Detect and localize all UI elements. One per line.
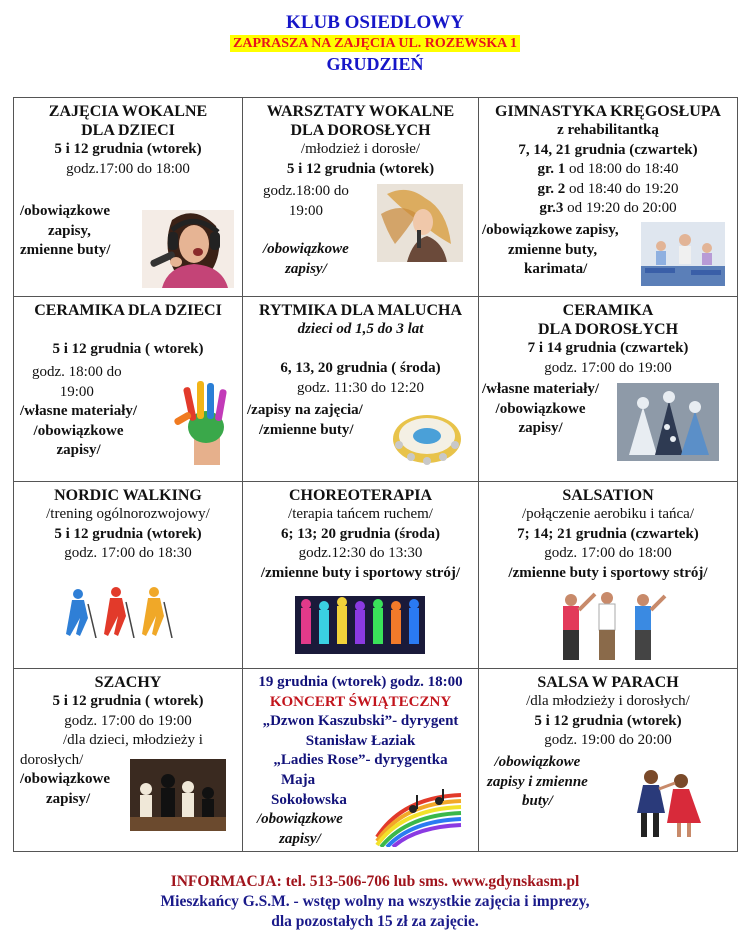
cell-note: /obowiązkowe <box>20 203 110 219</box>
cell-note: zapisy/ <box>46 790 91 807</box>
salsation-dancers-image <box>549 588 667 662</box>
cell-time: godz.18:00 do <box>263 183 349 199</box>
cell-note: zmienne buty, <box>508 241 598 258</box>
cell-salsa-pairs <box>479 669 738 852</box>
cell-title: RYTMIKA DLA MALUCHA <box>259 302 462 319</box>
ceramic-figures-image <box>617 383 719 461</box>
cell-note: zapisy i zmienne <box>487 773 588 790</box>
cell-vocal-kids <box>14 98 243 297</box>
cell-note: /obowiązkowe <box>495 400 586 417</box>
cell-date: 7; 14; 21 grudnia (czwartek) <box>517 525 699 542</box>
cell-title: KONCERT ŚWIĄTECZNY <box>269 693 452 710</box>
cell-date: 5 i 12 grudnia (wtorek) <box>534 712 682 729</box>
concert-line: „Dzwon Kaszubski”- dyrygent <box>262 713 459 729</box>
cell-note: /obowiązkowe <box>494 754 581 770</box>
cell-title: CERAMIKA DLA DZIECI <box>34 302 222 319</box>
tambourine-image <box>389 409 465 473</box>
cell-note: buty/ <box>522 793 553 809</box>
schedule-table <box>13 97 738 852</box>
cell-ceramics-kids <box>14 297 243 482</box>
cell-subtitle: /połączenie aerobiku i tańca/ <box>522 506 694 522</box>
cell-date: 5 i 12 grudnia ( wtorek) <box>52 340 204 357</box>
cell-note: karimata/ <box>524 261 588 277</box>
cell-time: godz. 18:00 do <box>32 364 122 380</box>
cell-title: DLA DZIECI <box>81 122 175 139</box>
cell-note: /obowiązkowe <box>20 771 110 787</box>
cell-title: ZAJĘCIA WOKALNE <box>48 103 208 120</box>
cell-choreotherapy <box>243 482 479 669</box>
cell-note: zapisy/ <box>285 260 327 277</box>
group-label: gr. 1 <box>537 161 566 177</box>
cell-title: SALSATION <box>562 487 654 504</box>
cell-date: 5 i 12 grudnia (wtorek) <box>54 141 202 157</box>
cell-title: WARSZTATY WOKALNE <box>266 103 455 120</box>
cell-note: /obowiązkowe <box>263 241 349 257</box>
cell-date: 6; 13; 20 grudnia (środa) <box>281 525 440 542</box>
concert-line: Maja <box>281 772 316 788</box>
cell-title: CERAMIKA <box>562 302 654 319</box>
cell-subtitle: /trening ogólnorozwojowy/ <box>46 506 210 522</box>
concert-line: „Ladies Rose”- dyrygentka <box>273 752 448 768</box>
cell-note: /własne materiały/ <box>20 403 138 419</box>
pricing-line-2: dla pozostałych 15 zł za zajęcie. <box>271 913 479 930</box>
cell-subtitle: /młodzież i dorosłe/ <box>300 141 421 157</box>
pricing-line: Mieszkańcy G.S.M. - wstęp wolny na wszystkie zajęcia i imprezy, <box>160 893 590 910</box>
cell-note: /zapisy na zajęcia/ <box>247 402 363 418</box>
cell-subtitle: dzieci od 1,5 do 3 lat <box>297 321 424 337</box>
concert-line: Stanisław Łaziak <box>305 732 416 749</box>
cell-date: 5 i 12 grudnia (wtorek) <box>286 160 435 177</box>
cell-time: godz. 17:00 do 19:00 <box>64 712 192 729</box>
cell-time: godz. 17:00 do 19:00 <box>544 359 672 376</box>
cell-note: /zmienne buty i sportowy strój/ <box>260 564 461 581</box>
cell-time: godz. 11:30 do 12:20 <box>297 379 424 396</box>
concert-line: Sokołowska <box>271 791 347 808</box>
cell-title: DLA DOROSŁYCH <box>537 321 679 338</box>
cell-subtitle: /dla młodzieży i dorosłych/ <box>526 693 690 709</box>
poster-header <box>0 12 750 75</box>
cell-date: 19 grudnia (wtorek) godz. 18:00 <box>258 674 463 690</box>
cell-note: zapisy/ <box>56 442 101 458</box>
painted-hand-image <box>172 377 238 465</box>
cell-title: SZACHY <box>94 674 162 691</box>
group-label: gr. 2 <box>537 180 566 197</box>
cell-chess <box>14 669 243 852</box>
group-label: gr.3 <box>539 200 564 216</box>
group-time: od 18:00 do 18:40 <box>568 161 679 177</box>
cell-date: 7 i 14 grudnia (czwartek) <box>527 340 689 356</box>
month-title: GRUDZIEŃ <box>326 54 424 74</box>
cell-time: 19:00 <box>288 202 323 219</box>
cell-title: NORDIC WALKING <box>54 487 202 504</box>
cell-title: SALSA W PARACH <box>537 674 679 691</box>
cell-time: godz. 17:00 do 18:30 <box>64 545 192 561</box>
cell-time: godz.17:00 do 18:00 <box>66 160 190 177</box>
contact-line: INFORMACJA: tel. 513-506-706 lub sms. www.gdynskasm.pl <box>170 873 580 890</box>
cell-spine-gymnastics <box>479 98 738 297</box>
group-time: od 19:20 do 20:00 <box>567 200 677 216</box>
cell-note: zapisy/ <box>279 830 321 847</box>
salsa-couple-image <box>621 765 709 839</box>
cell-date: 5 i 12 grudnia ( wtorek) <box>52 693 204 709</box>
cell-note: /zmienne buty i sportowy strój/ <box>508 564 708 581</box>
cell-subtitle: dorosłych/ <box>20 752 84 768</box>
cell-nordic-walking <box>14 482 243 669</box>
cell-note: zapisy, <box>48 222 91 239</box>
female-singer-image <box>377 184 463 262</box>
chess-pieces-image <box>130 759 226 831</box>
cell-note: /własne materiały/ <box>482 381 600 397</box>
nordic-walkers-image <box>58 586 198 638</box>
footer-info <box>0 872 750 932</box>
cell-salsation <box>479 482 738 669</box>
cell-note: /zmienne buty/ <box>259 421 354 438</box>
cell-time: 19:00 <box>59 383 94 400</box>
cell-christmas-concert <box>243 669 479 852</box>
dancers-silhouette-image <box>295 596 425 654</box>
cell-subtitle: /terapia tańcem ruchem/ <box>288 506 433 522</box>
cell-subtitle: /dla dzieci, młodzieży i <box>63 732 203 748</box>
rainbow-music-notes-image <box>373 787 465 847</box>
cell-time: godz. 19:00 do 20:00 <box>544 732 672 748</box>
gym-class-image <box>641 222 725 286</box>
cell-note: /obowiązkowe <box>257 811 343 827</box>
cell-date: 5 i 12 grudnia (wtorek) <box>54 525 202 542</box>
cell-date: 6, 13, 20 grudnia ( środa) <box>280 360 441 376</box>
cell-title: CHOREOTERAPIA <box>288 487 433 504</box>
cell-time: godz.12:30 do 13:30 <box>298 545 423 561</box>
cell-note: /obowiązkowe zapisy, <box>482 222 619 238</box>
cell-subtitle: z rehabilitantką <box>557 122 659 138</box>
cell-title: GIMNASTYKA KRĘGOSŁUPA <box>495 103 721 120</box>
club-title: KLUB OSIEDLOWY <box>286 12 464 33</box>
cell-note: zapisy/ <box>518 420 563 436</box>
cell-note: /obowiązkowe <box>33 422 124 439</box>
cell-title: DLA DOROSŁYCH <box>290 122 431 139</box>
cell-rhythmics <box>243 297 479 482</box>
cell-vocal-adults <box>243 98 479 297</box>
invite-subtitle: ZAPRASZA NA ZAJĘCIA UL. ROZEWSKA 1 <box>230 35 520 52</box>
cell-time: godz. 17:00 do 18:00 <box>544 545 672 561</box>
group-time: od 18:40 do 19:20 <box>568 180 679 197</box>
singing-girl-image <box>142 210 234 288</box>
cell-note: zmienne buty/ <box>20 242 111 258</box>
cell-ceramics-adults <box>479 297 738 482</box>
cell-date: 7, 14, 21 grudnia (czwartek) <box>518 141 698 158</box>
